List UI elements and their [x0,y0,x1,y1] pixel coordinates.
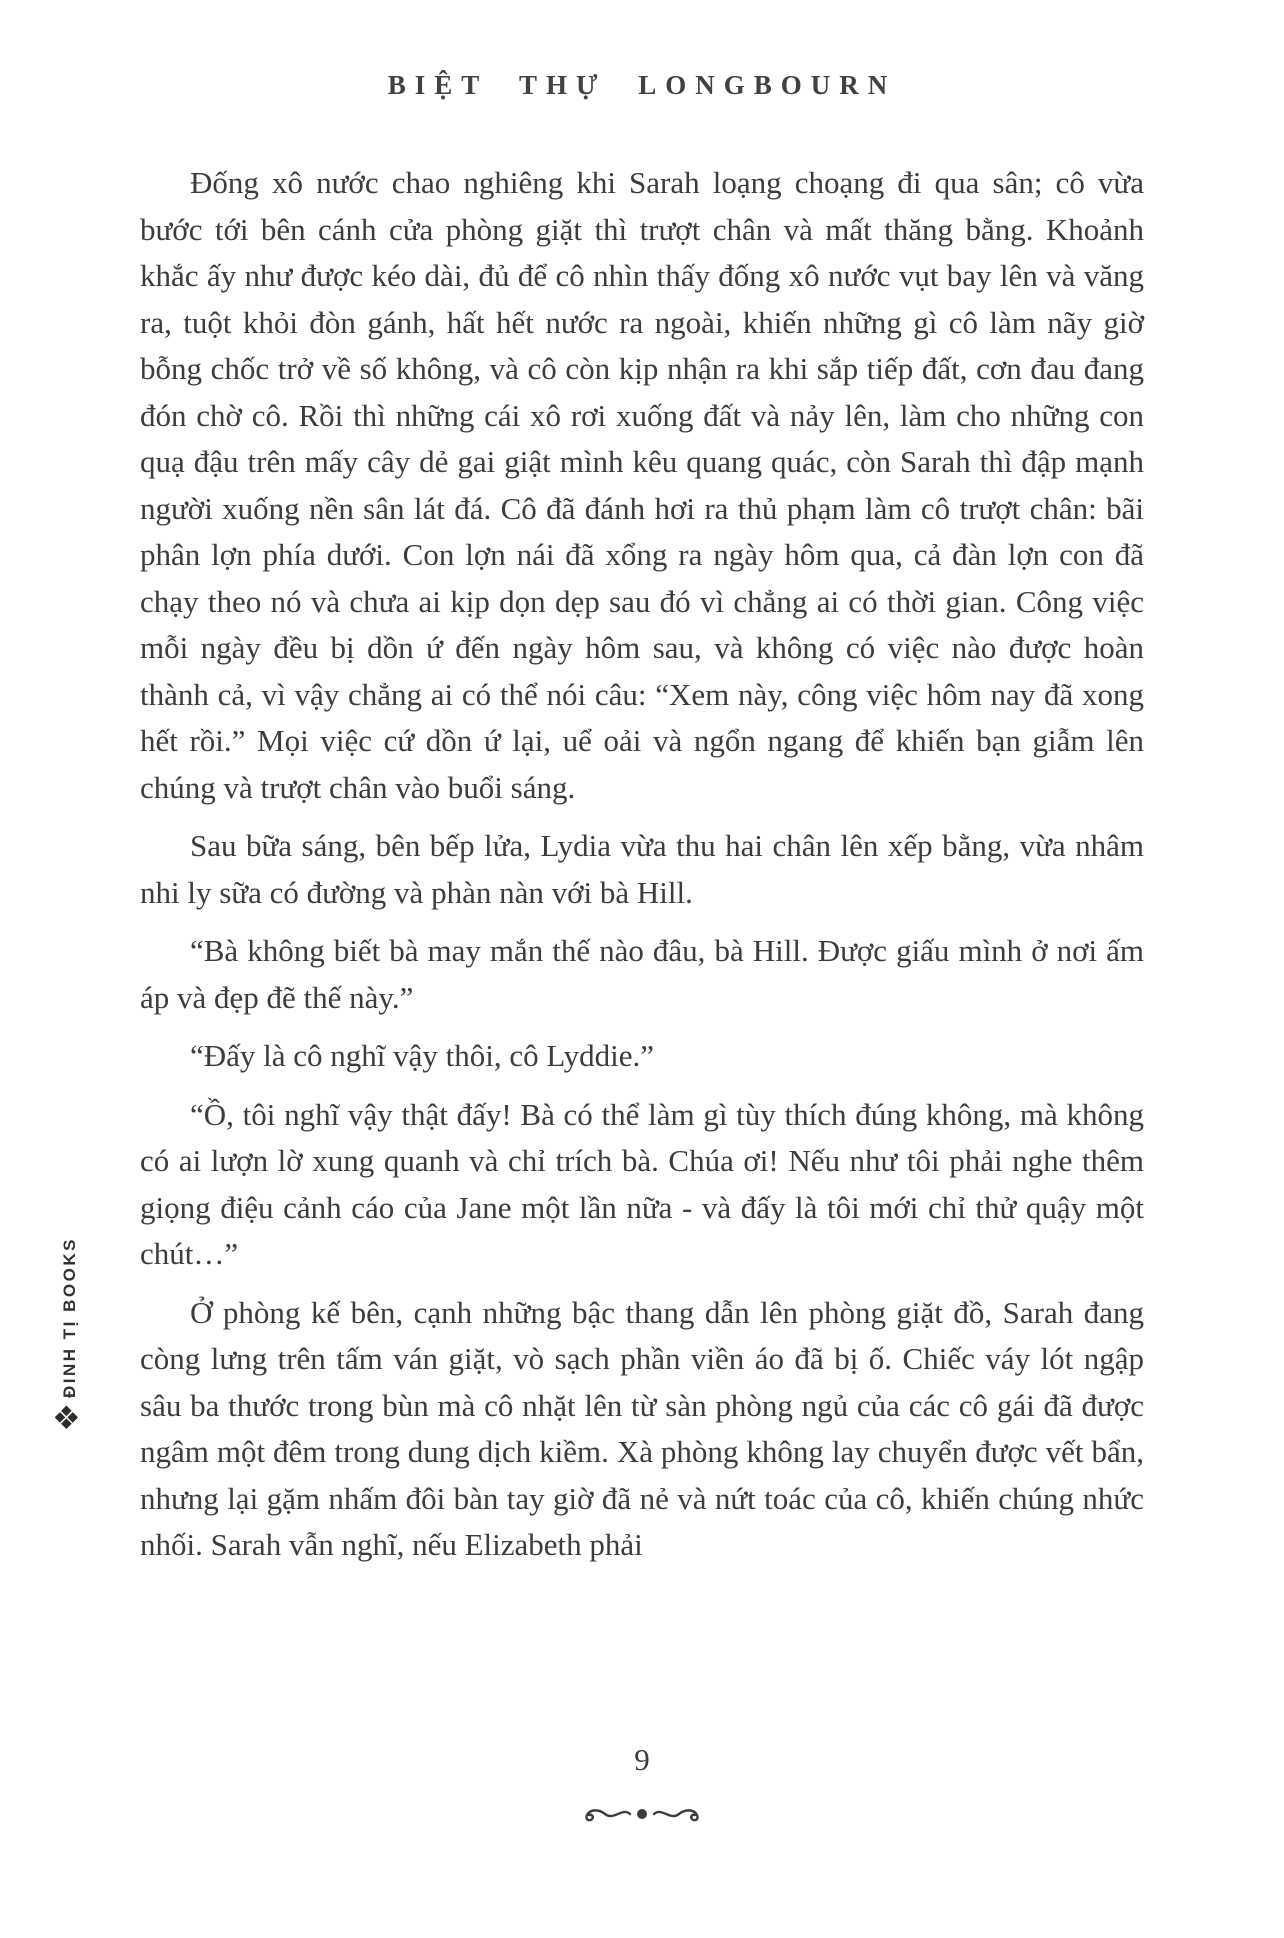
publisher-diamond-ornament-icon: ❖ [52,1400,81,1436]
body-paragraph: Ở phòng kế bên, cạnh những bậc thang dẫn lên phòng giặt đồ, Sarah đang còng lưng trên tấm ván giặt, vò sạch phần viền áo đã bị ố. Chiếc váy lót ngập sâu ba thước trong bùn mà cô nhặt lên từ sàn phòng ngủ của các cô gái đã được ngâm một đêm trong dung dịch kiềm. Xà phòng không lay chuyển được vết bẩn, nhưng lại gặm nhấm đôi bàn tay giờ đã nẻ và nứt toác của cô, khiến chúng nhức nhối. Sarah vẫn nghĩ, nếu Elizabeth phải [140,1294,1144,1562]
body-text [140,160,1144,1581]
footer-ornament [0,1800,1284,1828]
body-paragraph: “Đấy là cô nghĩ vậy thôi, cô Lyddie.” [190,1038,655,1073]
publisher-spine-text: ĐINH TỊ BOOKS [60,1237,79,1398]
running-head: BIỆT THỰ LONGBOURN [387,70,897,100]
flourish-ornament-icon [572,1800,712,1828]
body-paragraph: “Bà không biết bà may mắn thế nào đâu, bà Hill. Được giấu mình ở nơi ấm áp và đẹp đẽ thế này.” [140,933,1144,1015]
body-paragraph: Đống xô nước chao nghiêng khi Sarah loạng choạng đi qua sân; cô vừa bước tới bên cánh cửa phòng giặt thì trượt chân và mất thăng bằng. Khoảnh khắc ấy như được kéo dài, đủ để cô nhìn thấy đống xô nước vụt bay lên và văng ra, tuột khỏi đòn gánh, hất hết nước ra ngoài, khiến những gì cô làm nãy giờ bỗng chốc trở về số không, và cô còn kịp nhận ra khi sắp tiếp đất, cơn đau đang đón chờ cô. Rồi thì những cái xô rơi xuống đất và nảy lên, làm cho những con quạ đậu trên mấy cây dẻ gai giật mình kêu quang quác, còn Sarah thì đập mạnh người xuống nền sân lát đá. Cô đã đánh hơi ra thủ phạm làm cô trượt chân: bãi phân lợn phía dưới. Con lợn nái đã xổng ra ngày hôm qua, cả đàn lợn con đã chạy theo nó và chưa ai kịp dọn dẹp sau đó vì chẳng ai có thời gian. Công việc mỗi ngày đều bị dồn ứ đến ngày hôm sau, và không có việc nào được hoàn thành cả, vì vậy chẳng ai có thể nói câu: “Xem này, công việc hôm nay đã xong hết rồi.” Mọi việc cứ dồn ứ lại, uể oải và ngổn ngang để khiến bạn giẫm lên chúng và trượt chân vào buổi sáng. [140,165,1144,805]
page-number: 9 [634,1742,650,1777]
body-paragraph: “Ồ, tôi nghĩ vậy thật đấy! Bà có thể làm gì tùy thích đúng không, mà không có ai lượn lờ xung quanh và chỉ trích bà. Chúa ơi! Nếu như tôi phải nghe thêm giọng điệu cảnh cáo của Jane một lần nữa - và đấy là tôi mới chỉ thử quậy một chút…” [140,1096,1144,1271]
body-paragraph: Sau bữa sáng, bên bếp lửa, Lydia vừa thu hai chân lên xếp bằng, vừa nhâm nhi ly sữa có đường và phàn nàn với bà Hill. [140,828,1144,910]
